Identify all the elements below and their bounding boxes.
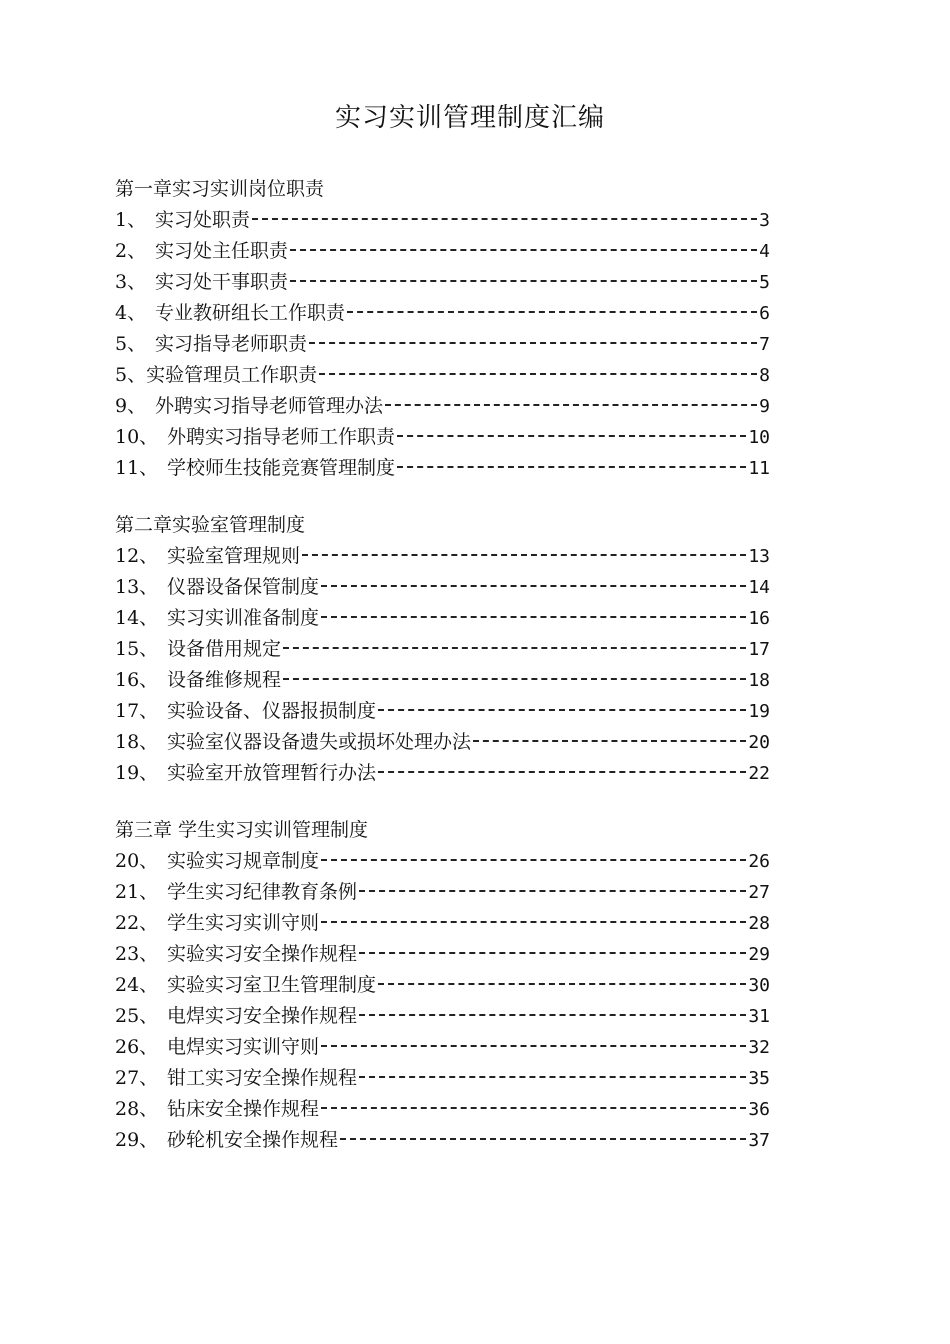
toc-entry[interactable] [115, 267, 770, 298]
entry-number: 5、 [115, 333, 147, 355]
toc-entry[interactable] [115, 758, 770, 789]
toc-entry[interactable] [115, 696, 770, 727]
entry-title: 外聘实习指导老师管理办法 [155, 395, 384, 417]
dash-leader [378, 983, 746, 985]
entry-number: 9、 [115, 395, 147, 417]
dash-leader [321, 921, 746, 923]
entry-title: 实习指导老师职责 [155, 333, 308, 355]
toc-entry[interactable] [115, 360, 770, 391]
toc-entry[interactable] [115, 1001, 770, 1032]
entry-title: 砂轮机安全操作规程 [167, 1129, 339, 1151]
toc-chapter [115, 510, 770, 789]
toc-entry[interactable] [115, 422, 770, 453]
entry-page-number: 30 [748, 975, 770, 996]
entry-page-number: 6 [759, 303, 770, 324]
entry-title: 实习处主任职责 [155, 240, 289, 262]
table-of-contents [115, 174, 770, 1182]
entry-number: 26、 [115, 1036, 159, 1058]
entry-number: 1、 [115, 209, 147, 231]
entry-number: 15、 [115, 638, 159, 660]
dash-leader [283, 647, 746, 649]
entry-title: 实验管理员工作职责 [146, 364, 318, 386]
entry-page-number: 26 [748, 851, 770, 872]
entry-title: 实验实习安全操作规程 [167, 943, 358, 965]
dash-leader [283, 678, 746, 680]
chapter-heading: 第二章实验室管理制度 [115, 514, 306, 536]
entry-number: 3、 [115, 271, 147, 293]
entry-page-number: 19 [748, 701, 770, 722]
entry-page-number: 5 [759, 272, 770, 293]
entry-number: 2、 [115, 240, 147, 262]
entry-title: 实验设备、仪器报损制度 [167, 700, 377, 722]
dash-leader [359, 1014, 746, 1016]
entry-title: 设备借用规定 [167, 638, 282, 660]
entry-number: 21、 [115, 881, 159, 903]
entry-page-number: 14 [748, 577, 770, 598]
entry-title: 实习处职责 [155, 209, 251, 231]
toc-entry[interactable] [115, 877, 770, 908]
entry-number: 10、 [115, 426, 159, 448]
entry-number: 28、 [115, 1098, 159, 1120]
toc-entry[interactable] [115, 541, 770, 572]
entry-page-number: 3 [759, 210, 770, 231]
entry-title: 学生实习纪律教育条例 [167, 881, 358, 903]
entry-number: 11、 [115, 457, 159, 479]
entry-title: 钳工实习安全操作规程 [167, 1067, 358, 1089]
entry-page-number: 20 [748, 732, 770, 753]
chapter-heading: 第三章 学生实习实训管理制度 [115, 819, 369, 841]
entry-number: 27、 [115, 1067, 159, 1089]
toc-entry[interactable] [115, 453, 770, 484]
entry-number: 16、 [115, 669, 159, 691]
toc-entry[interactable] [115, 846, 770, 877]
chapter-heading: 第一章实习实训岗位职责 [115, 178, 325, 200]
dash-leader [397, 435, 746, 437]
dash-leader [252, 218, 757, 220]
entry-page-number: 17 [748, 639, 770, 660]
toc-entry[interactable] [115, 1094, 770, 1125]
entry-number: 23、 [115, 943, 159, 965]
entry-number: 18、 [115, 731, 159, 753]
toc-entry[interactable] [115, 572, 770, 603]
entry-number: 25、 [115, 1005, 159, 1027]
entry-title: 实习实训准备制度 [167, 607, 320, 629]
entry-number: 22、 [115, 912, 159, 934]
toc-entry[interactable] [115, 908, 770, 939]
entry-title: 专业教研组长工作职责 [155, 302, 346, 324]
dash-leader [321, 616, 746, 618]
dash-leader [340, 1138, 746, 1140]
entry-number: 13、 [115, 576, 159, 598]
dash-leader [309, 342, 757, 344]
document-title: 实习实训管理制度汇编 [334, 103, 605, 133]
dash-leader [321, 585, 746, 587]
entry-page-number: 27 [748, 882, 770, 903]
dash-leader [359, 1076, 746, 1078]
dash-leader [359, 952, 746, 954]
toc-entry[interactable] [115, 298, 770, 329]
entry-number: 17、 [115, 700, 159, 722]
entry-title: 学校师生技能竞赛管理制度 [167, 457, 396, 479]
entry-number: 29、 [115, 1129, 159, 1151]
dash-leader [385, 404, 757, 406]
entry-number: 4、 [115, 302, 147, 324]
dash-leader [378, 771, 746, 773]
dash-leader [321, 859, 746, 861]
dash-leader [359, 890, 746, 892]
dash-leader [378, 709, 746, 711]
entry-page-number: 7 [759, 334, 770, 355]
entry-number: 20、 [115, 850, 159, 872]
entry-page-number: 22 [748, 763, 770, 784]
entry-title: 学生实习实训守则 [167, 912, 320, 934]
toc-entry[interactable] [115, 391, 770, 422]
entry-page-number: 11 [748, 458, 770, 479]
toc-entry[interactable] [115, 236, 770, 267]
entry-page-number: 4 [759, 241, 770, 262]
entry-title: 实验室开放管理暂行办法 [167, 762, 377, 784]
dash-leader [321, 1045, 746, 1047]
dash-leader [319, 373, 757, 375]
entry-page-number: 35 [748, 1068, 770, 1089]
toc-entry[interactable] [115, 1125, 770, 1156]
entry-title: 电焊实习安全操作规程 [167, 1005, 358, 1027]
toc-entry[interactable] [115, 1063, 770, 1094]
entry-page-number: 37 [748, 1130, 770, 1151]
entry-page-number: 18 [748, 670, 770, 691]
entry-page-number: 9 [759, 396, 770, 417]
toc-chapter [115, 174, 770, 484]
entry-page-number: 29 [748, 944, 770, 965]
entry-title: 钻床安全操作规程 [167, 1098, 320, 1120]
dash-leader [397, 466, 746, 468]
toc-entry[interactable] [115, 603, 770, 634]
toc-chapter [115, 815, 770, 1156]
toc-entry[interactable] [115, 634, 770, 665]
entry-page-number: 31 [748, 1006, 770, 1027]
entry-title: 外聘实习指导老师工作职责 [167, 426, 396, 448]
entry-page-number: 16 [748, 608, 770, 629]
entry-number: 14、 [115, 607, 159, 629]
entry-title: 实验室仪器设备遗失或损坏处理办法 [167, 731, 472, 753]
entry-number: 19、 [115, 762, 159, 784]
dash-leader [347, 311, 757, 313]
dash-leader [290, 280, 757, 282]
toc-entry[interactable] [115, 727, 770, 758]
dash-leader [321, 1107, 746, 1109]
toc-entry[interactable] [115, 205, 770, 236]
entry-page-number: 8 [759, 365, 770, 386]
dash-leader [473, 740, 746, 742]
dash-leader [302, 554, 746, 556]
entry-number: 24、 [115, 974, 159, 996]
entry-title: 设备维修规程 [167, 669, 282, 691]
entry-title: 仪器设备保管制度 [167, 576, 320, 598]
toc-entry[interactable] [115, 1032, 770, 1063]
toc-entry[interactable] [115, 939, 770, 970]
entry-title: 实习处干事职责 [155, 271, 289, 293]
entry-page-number: 28 [748, 913, 770, 934]
entry-title: 电焊实习实训守则 [167, 1036, 320, 1058]
entry-page-number: 13 [748, 546, 770, 567]
toc-entry[interactable] [115, 970, 770, 1001]
entry-number: 5、 [115, 364, 147, 386]
toc-entry[interactable] [115, 329, 770, 360]
entry-page-number: 32 [748, 1037, 770, 1058]
entry-title: 实验实习室卫生管理制度 [167, 974, 377, 996]
toc-entry[interactable] [115, 665, 770, 696]
entry-page-number: 36 [748, 1099, 770, 1120]
entry-page-number: 10 [748, 427, 770, 448]
entry-number: 12、 [115, 545, 159, 567]
entry-title: 实验室管理规则 [167, 545, 301, 567]
dash-leader [290, 249, 757, 251]
entry-title: 实验实习规章制度 [167, 850, 320, 872]
